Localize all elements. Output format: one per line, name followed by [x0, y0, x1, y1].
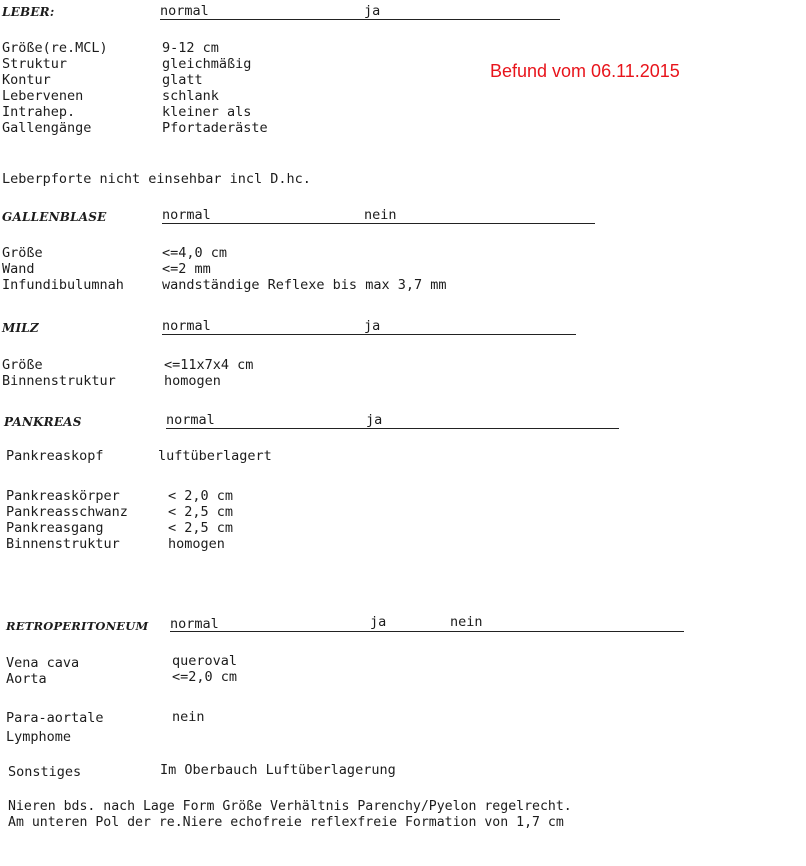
milz-answer: ja — [364, 318, 381, 334]
galle-label-col — [2, 245, 162, 293]
leber-row-value: gleichmäßig — [162, 56, 252, 72]
retro-row-value: queroval — [172, 653, 238, 669]
milz-row-value: homogen — [164, 373, 221, 389]
milz-value-col — [164, 357, 253, 389]
sonstiges-value: Im Oberbauch Luftüberlagerung — [160, 762, 396, 778]
leber-normal-label: normal — [160, 3, 209, 19]
retro-row-label: Vena cava — [6, 655, 80, 671]
retro-answer-nein: nein — [450, 614, 483, 630]
leber-row-label: Größe(re.MCL) — [2, 40, 108, 56]
retro-header: RETROPERITONEUM — [6, 619, 149, 633]
retro-row-label: Aorta — [6, 671, 47, 687]
retro-label-col — [6, 655, 166, 687]
pankreas-row-label: Pankreaskörper — [6, 488, 120, 504]
pankreas-header: PANKREAS — [4, 415, 82, 429]
milz-underline — [162, 334, 576, 335]
leber-note: Leberpforte nicht einsehbar incl D.hc. — [2, 171, 311, 187]
galle-row-value: wandständige Reflexe bis max 3,7 mm — [162, 277, 447, 293]
pankreas-row-value: < 2,5 cm — [168, 504, 234, 520]
galle-value-col — [162, 245, 446, 293]
galle-row-label: Wand — [2, 261, 35, 277]
pankreas-row-label: Pankreasschwanz — [6, 504, 128, 520]
milz-row-value: <=11x7x4 cm — [164, 357, 254, 373]
leber-row-value: Pfortaderäste — [162, 120, 268, 136]
nieren-line-1: Nieren bds. nach Lage Form Größe Verhältnis Parenchy/Pyelon regelrecht. — [8, 799, 572, 814]
leber-row-label: Lebervenen — [2, 88, 84, 104]
pankreas-label-col — [6, 488, 166, 552]
leber-row-value: schlank — [162, 88, 219, 104]
retro-answer-ja: ja — [370, 614, 387, 630]
galle-underline — [162, 223, 595, 224]
retro-underline — [170, 631, 684, 632]
leber-value-col — [162, 40, 268, 136]
galle-normal-label: normal — [162, 207, 211, 223]
leber-row-value: kleiner als — [162, 104, 252, 120]
galle-answer: nein — [364, 207, 397, 223]
pankreas-normal-label: normal — [166, 412, 215, 428]
para-aortale-value: nein — [172, 709, 205, 725]
retro-row-value: <=2,0 cm — [172, 669, 238, 685]
retro-normal-label: normal — [170, 616, 219, 632]
galle-row-value: <=2 mm — [162, 261, 211, 277]
pankreas-value-col — [168, 488, 233, 552]
nieren-line-2: Am unteren Pol der re.Niere echofreie reflexfreie Formation von 1,7 cm — [8, 815, 564, 830]
leber-row-label: Kontur — [2, 72, 51, 88]
milz-row-label: Binnenstruktur — [2, 373, 116, 389]
milz-normal-label: normal — [162, 318, 211, 334]
pankreaskopf-label: Pankreaskopf — [6, 448, 104, 464]
para-aortale-label-line: Lymphome — [6, 729, 72, 745]
leber-row-label: Intrahep. — [2, 104, 76, 120]
para-aortale-label — [6, 710, 104, 745]
milz-header: MILZ — [2, 321, 39, 335]
pankreas-answer: ja — [366, 412, 383, 428]
pankreas-row-value: < 2,5 cm — [168, 520, 234, 536]
leber-label-col — [2, 40, 162, 136]
pankreas-row-label: Pankreasgang — [6, 520, 104, 536]
milz-row-label: Größe — [2, 357, 43, 373]
pankreas-underline — [166, 428, 619, 429]
para-aortale-label-line: Para-aortale — [6, 710, 104, 726]
sonstiges-label: Sonstiges — [8, 764, 82, 780]
galle-row-label: Größe — [2, 245, 43, 261]
leber-underline — [160, 19, 560, 20]
pankreas-row-value: < 2,0 cm — [168, 488, 234, 504]
leber-row-value: glatt — [162, 72, 203, 88]
pankreaskopf-value: luftüberlagert — [158, 448, 272, 464]
galle-row-value: <=4,0 cm — [162, 245, 228, 261]
leber-row-value: 9-12 cm — [162, 40, 219, 56]
report-date-stamp: Befund vom 06.11.2015 — [490, 61, 680, 81]
leber-row-label: Gallengänge — [2, 120, 92, 136]
retro-value-col — [172, 653, 237, 685]
leber-answer: ja — [364, 3, 381, 19]
pankreas-row-value: homogen — [168, 536, 225, 552]
leber-header: LEBER: — [2, 5, 55, 19]
galle-row-label: Infundibulumnah — [2, 277, 124, 293]
leber-row-label: Struktur — [2, 56, 68, 72]
galle-header: GALLENBLASE — [2, 210, 107, 224]
pankreas-row-label: Binnenstruktur — [6, 536, 120, 552]
milz-label-col — [2, 357, 162, 389]
